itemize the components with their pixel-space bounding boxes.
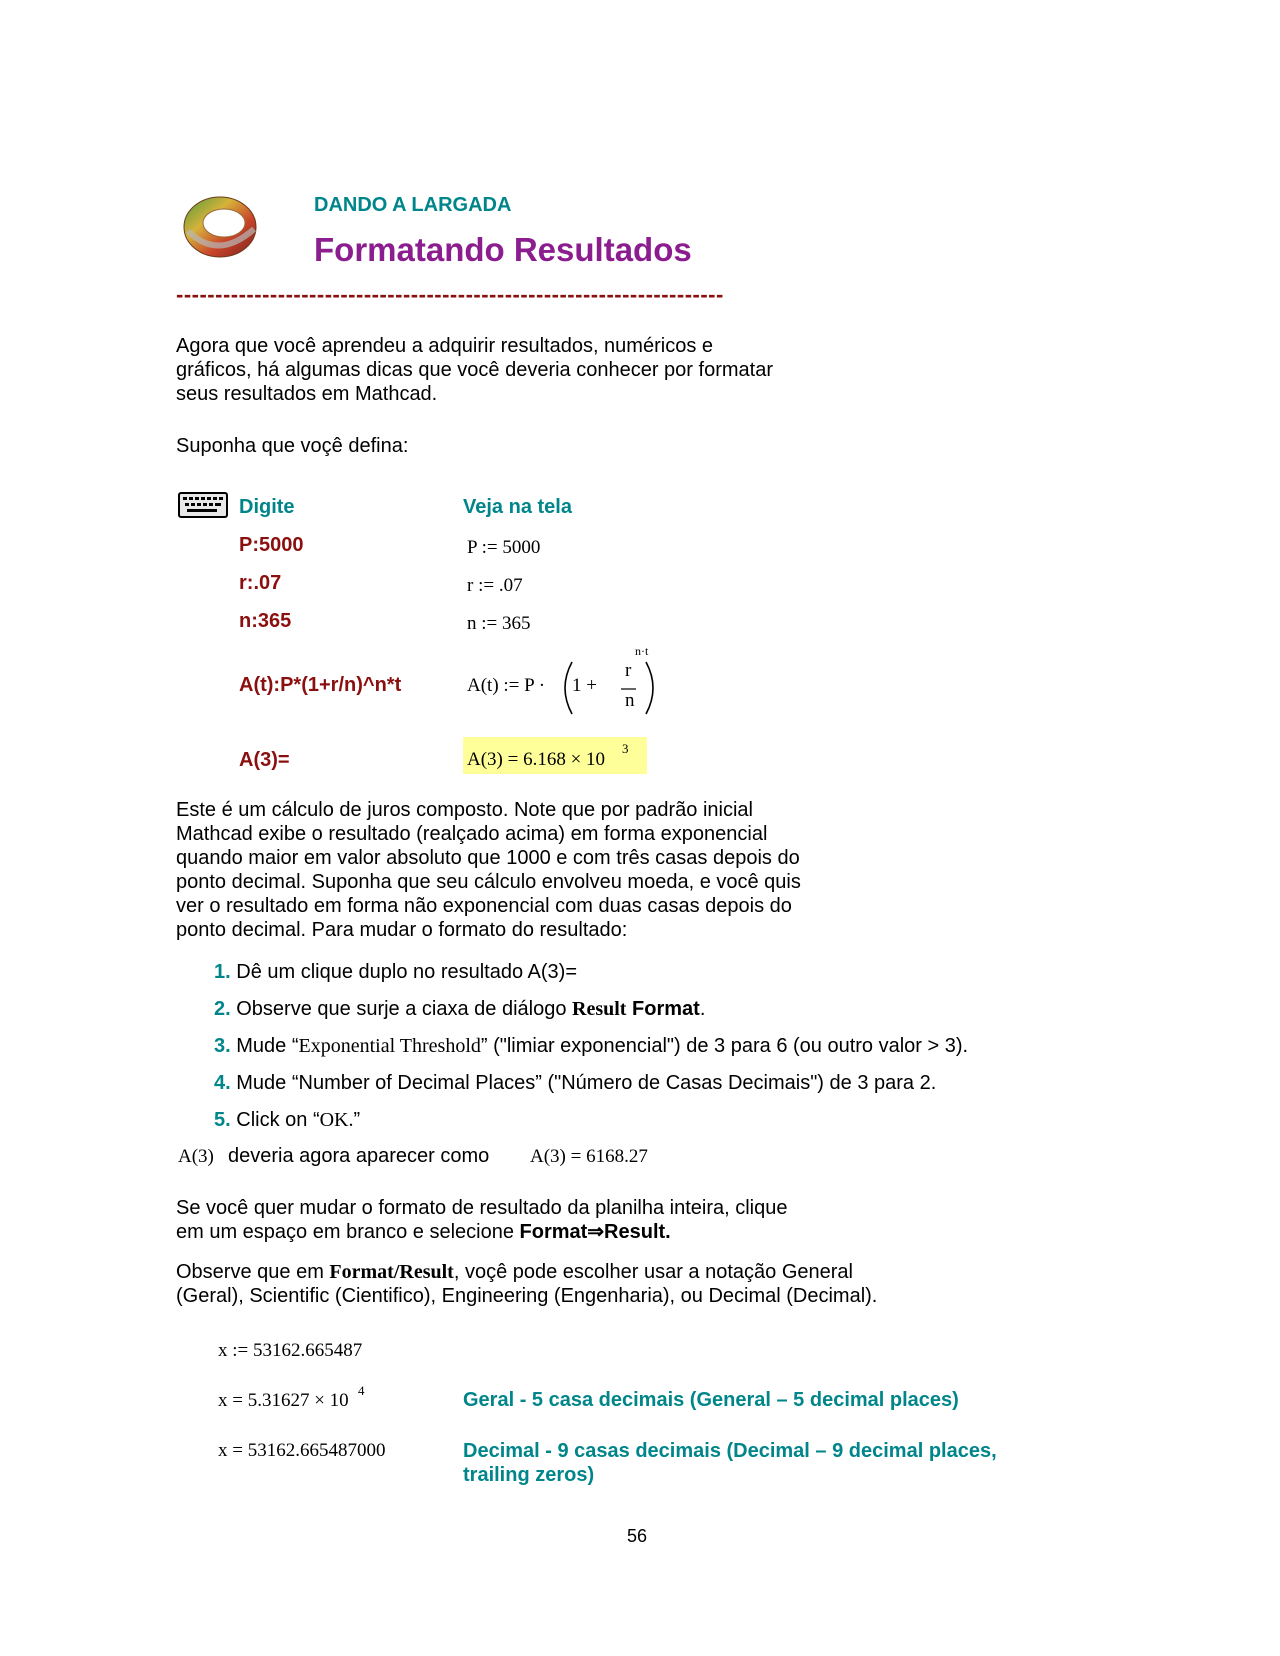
step-number: 3. (214, 1035, 231, 1057)
step-text-end: ” ("limiar exponencial") de 3 para 6 (ou outro valor > 3). (480, 1035, 969, 1057)
step-item (214, 960, 577, 984)
step-text: Mude “ (236, 1035, 299, 1057)
screen-display: n := 365 (467, 613, 531, 634)
step-text-end: . (699, 998, 706, 1020)
menu-path: Format⇒Result. (519, 1221, 671, 1243)
step-ok-label: OK. (319, 1109, 354, 1131)
intro-line: gráficos, há algumas dicas que você deveria conhecer por formatar (176, 359, 773, 381)
intro-line: seus resultados em Mathcad. (176, 383, 438, 405)
example-general-exponent: 4 (358, 1383, 365, 1398)
step-item (214, 997, 705, 1021)
step-text: Click on “ (236, 1109, 320, 1131)
step-number: 5. (214, 1109, 231, 1131)
column-header-screen: Veja na tela (463, 496, 572, 518)
keyboard-icon (178, 492, 228, 518)
screen-display: r := .07 (467, 575, 523, 596)
highlighted-result (463, 737, 647, 774)
after-text: deveria agora aparecer como (228, 1145, 490, 1167)
formula-lhs: A(t) := P · (467, 675, 546, 696)
step-dialog-name: Result (572, 998, 627, 1020)
step-option-name: Exponential Threshold (298, 1035, 481, 1057)
explanation-line: Mathcad exibe o resultado (realçado acima) em forma exponencial (176, 823, 768, 845)
result-value: A(3) = 6.168 × 10 (467, 749, 606, 770)
step-number: 1. (214, 961, 231, 983)
observe-paragraph (176, 1260, 877, 1308)
typed-input: P:5000 (239, 534, 304, 556)
step-text: Mude “Number of Decimal Places (236, 1072, 536, 1094)
step-text: Dê um clique duplo no resultado A(3)= (236, 961, 578, 983)
step-item (214, 1108, 360, 1132)
result-exponent: 3 (622, 741, 629, 756)
explanation-paragraph (176, 798, 801, 942)
explanation-line: Este é um cálculo de juros composto. Note que por padrão inicial (176, 799, 753, 821)
example-general: x = 5.31627 × 10 (218, 1390, 349, 1411)
explanation-line: ponto decimal. Suponha que seu cálculo envolveu moeda, e você quis (176, 871, 801, 893)
page-number: 56 (627, 1526, 648, 1546)
section-kicker: DANDO A LARGADA (314, 194, 512, 216)
worksheet-paragraph (176, 1196, 787, 1244)
step-item (214, 1034, 968, 1058)
typed-input: A(t):P*(1+r/n)^n*t (239, 674, 402, 696)
explanation-line: ponto decimal. Para mudar o formato do resultado: (176, 919, 628, 941)
suppose-text: Suponha que voçê defina: (176, 435, 409, 457)
intro-paragraph (176, 334, 773, 406)
step-text: Observe que surje a ciaxa de diálogo (236, 998, 573, 1020)
formula-one-plus: 1 + (572, 675, 597, 696)
mobius-ring-logo (178, 183, 264, 269)
example-decimal-label-line: trailing zeros) (463, 1464, 595, 1486)
screen-display: P := 5000 (467, 537, 541, 558)
step-dialog-name-2: Format (626, 998, 700, 1020)
formula-numerator: r (625, 660, 632, 681)
observe-line: Observe que em (176, 1261, 330, 1283)
formula-exponent: n·t (635, 644, 649, 658)
observe-menu: Format/Result (329, 1261, 454, 1283)
example-decimal-label-line: Decimal - 9 casas decimais (Decimal – 9 decimal places, (463, 1440, 997, 1462)
example-decimal: x = 53162.665487000 (218, 1440, 386, 1461)
page-title: Formatando Resultados (314, 231, 692, 268)
after-lhs: A(3) (178, 1146, 214, 1167)
title-divider: ---------------------------------------------------------------------- (176, 282, 724, 307)
step-number: 2. (214, 998, 231, 1020)
step-text-end: ” ("Número de Casas Decimais") de 3 para 2. (535, 1072, 937, 1094)
formula-denominator: n (625, 690, 635, 711)
typed-input: A(3)= (239, 749, 290, 771)
explanation-line: quando maior em valor absoluto que 1000 e com três casas depois do (176, 847, 800, 869)
explanation-line: ver o resultado em forma não exponencial com duas casas depois do (176, 895, 792, 917)
step-item (214, 1071, 936, 1095)
example-definition: x := 53162.665487 (218, 1340, 363, 1361)
observe-line: (Geral), Scientific (Cientifico), Engineering (Engenharia), ou Decimal (Decimal). (176, 1285, 878, 1307)
intro-line: Agora que você aprendeu a adquirir resultados, numéricos e (176, 335, 713, 357)
worksheet-line: Se você quer mudar o formato de resultado da planilha inteira, clique (176, 1197, 788, 1219)
typed-input: r:.07 (239, 572, 282, 594)
observe-line-end: , voçê pode escolher usar a notação General (453, 1261, 853, 1283)
example-decimal-label (463, 1439, 997, 1487)
compound-formula (467, 644, 657, 722)
typed-input: n:365 (239, 610, 292, 632)
step-text-end: ” (353, 1109, 361, 1131)
step-number: 4. (214, 1072, 231, 1094)
after-value: A(3) = 6168.27 (530, 1146, 648, 1167)
worksheet-line: em um espaço em branco e selecione (176, 1221, 520, 1243)
column-header-type: Digite (239, 496, 295, 518)
example-general-label: Geral - 5 casa decimais (General – 5 decimal places) (463, 1389, 959, 1411)
